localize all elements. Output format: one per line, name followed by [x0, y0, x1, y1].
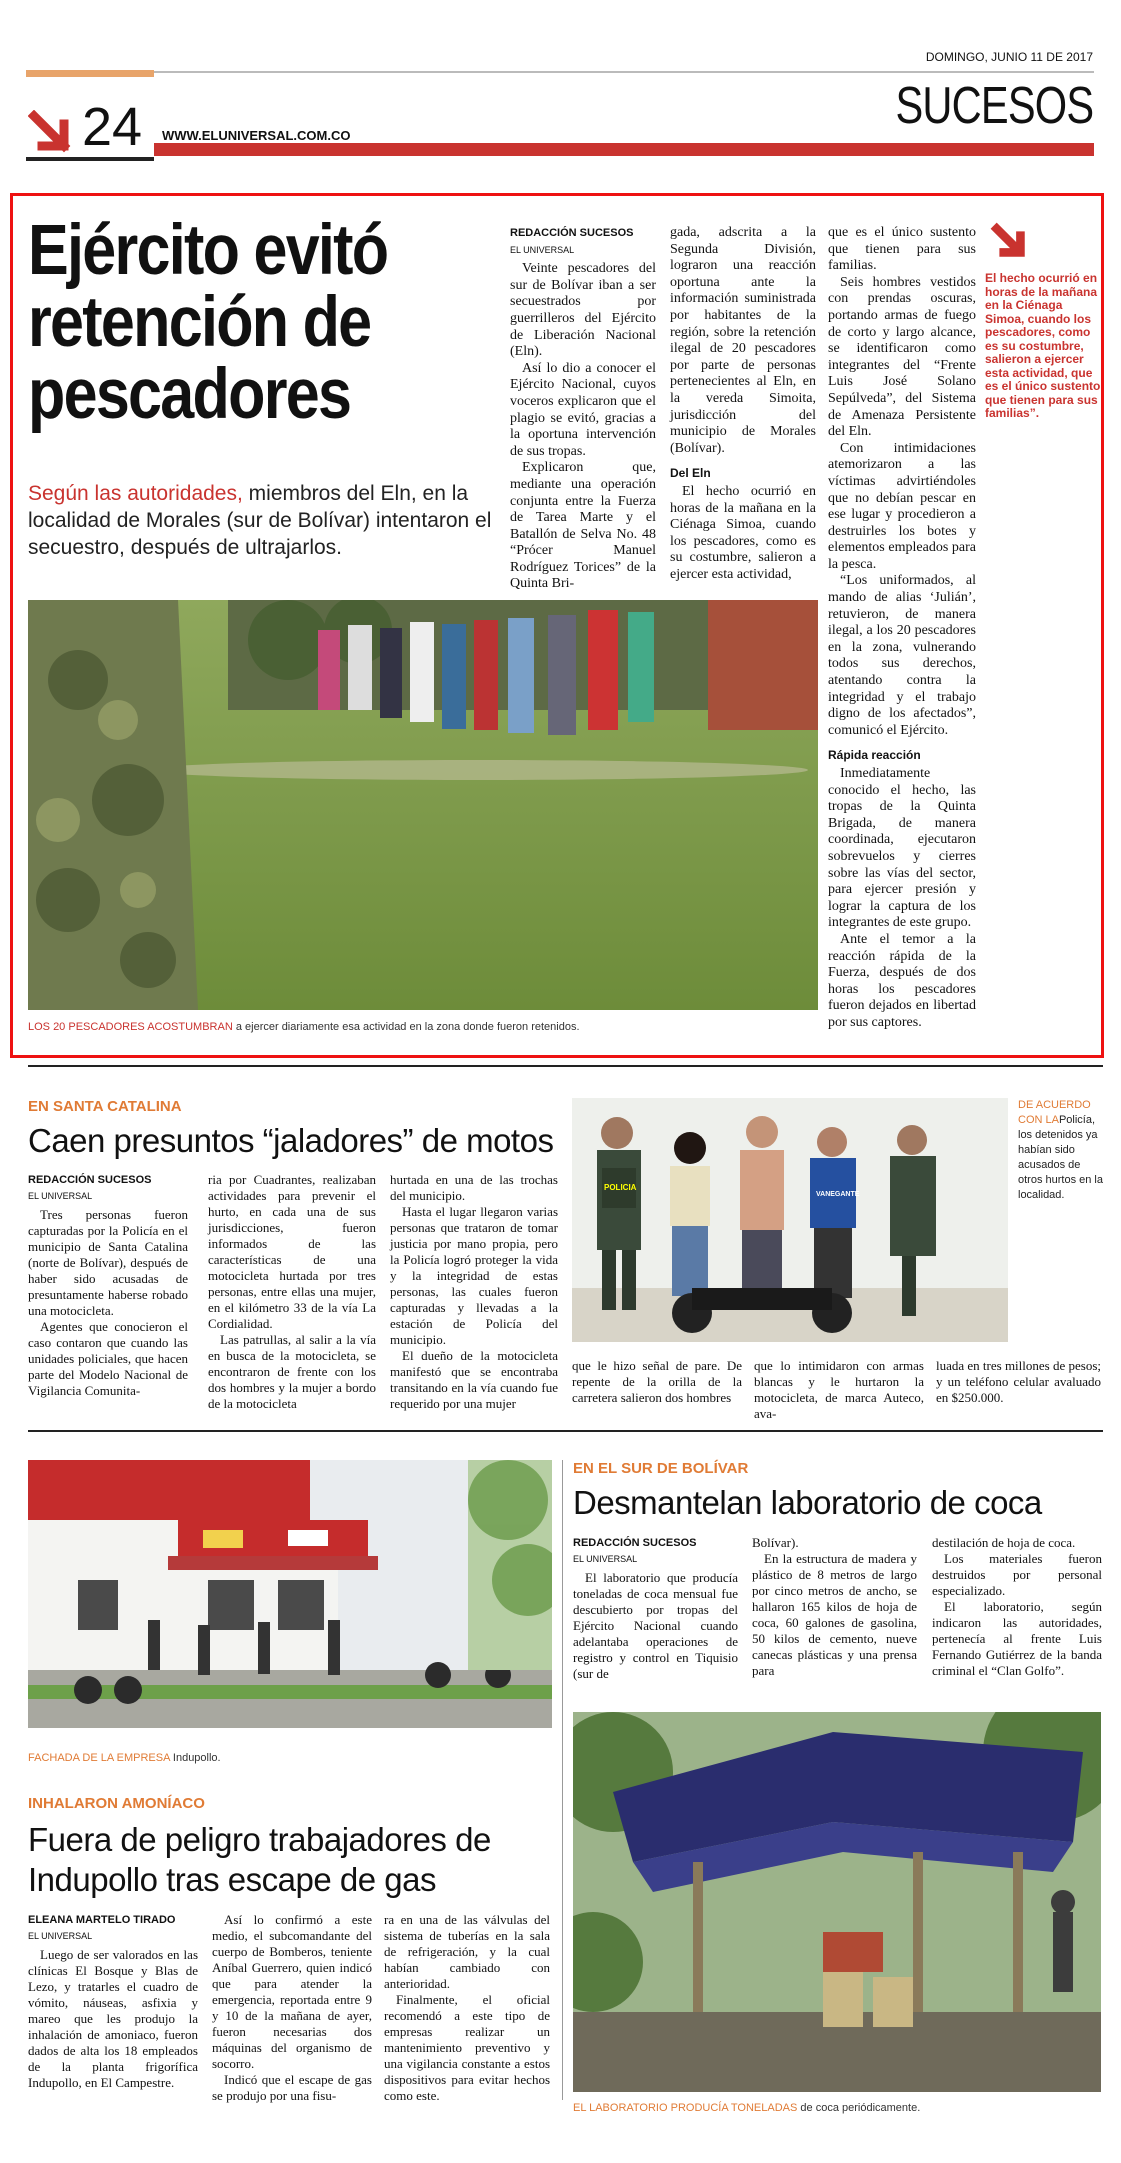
paragraph: Ante el temor a la reacción rápida de la Fuerza, después de dos horas los pescadores fueron dejados en libertad por sus captores. [828, 931, 976, 1030]
paragraph: destilación de hoja de coca. [932, 1535, 1076, 1550]
story3-col-1 [28, 1912, 198, 2091]
paragraph: Seis hombres vestidos con prendas oscuras, portando armas de fuego de corto y largo alcance, se identificaron como integrantes del “Frente Luis José Solano Sepúlveda”, del Sistema de Amenaza Persistente del Eln. [828, 274, 976, 440]
paragraph: Indicó que el escape de gas se produjo por una fisu- [212, 2072, 372, 2103]
byline-outlet: EL UNIVERSAL [510, 244, 575, 255]
detainees-photo [572, 1098, 1008, 1342]
section-divider [28, 1430, 1103, 1432]
detainees-caption [1018, 1098, 1104, 1203]
story4-headline: Desmantelan laboratorio de coca [573, 1484, 1042, 1521]
indupollo-caption [28, 1752, 528, 1764]
paragraph: Inmediatamente conocido el hecho, las tropas de la Quinta Brigada, de manera coordinada, ejecutaron sobrevuelos y cierres sobre las vías del sector, para ejercer presión y lograr la captura de los integrantes de este grupo. [828, 766, 976, 931]
byline-outlet: EL UNIVERSAL [573, 1554, 638, 1564]
story2-col-5: que lo intimidaron con armas blancas y le hurtaron la motocicleta, de marca Auteco, ava- [754, 1358, 924, 1421]
main-col-2 [670, 225, 816, 583]
caption-lead: DE ACUERDO CON LA [1018, 1099, 1091, 1126]
story2-col-6: luada en tres millones de pesos; y un teléfono celular avaluado en $250.000. [936, 1358, 1101, 1405]
arrow-down-icon [986, 218, 1030, 262]
story3-kicker: INHALARON AMONÍACO [28, 1795, 205, 1812]
page-number: 24 [82, 97, 143, 157]
paragraph: Agentes que conocieron el caso contaron que cuando las unidades policiales, que hacen parte del Modelo Nacional de Vigilancia Comunita- [28, 1319, 188, 1398]
main-deck [28, 480, 498, 561]
fishermen-photo [28, 600, 818, 1010]
paragraph: ra en una de las válvulas del sistema de tuberías en la sala de refrigeración, y la cual habían cambiado con anterioridad. [384, 1912, 550, 1991]
paragraph: El laboratorio que producía toneladas de coca mensual fue descubierto por tropas del Ejército Nacional cuando adelantaba operaciones de registro y control en Tiquisio (sur de [573, 1570, 738, 1681]
deck-lead: Según las autoridades, [28, 482, 243, 505]
section-title: SUCESOS [895, 77, 1093, 135]
shirt-label: VANEGANTE [816, 1191, 860, 1198]
story2-kicker: EN SANTA CATALINA [28, 1098, 182, 1115]
paragraph: Las patrullas, al salir a la vía en busca de la motocicleta, se encontraron de frente con los dos hombres y la mujer a bordo de la motocicleta [208, 1332, 376, 1411]
pull-quote: El hecho ocurrió en horas de la mañana en la Ciénaga Simoa, cuando los pescadores, como es su costumbre, salieron a ejercer esta actividad, que es el único sustento que tienen para sus familias”. [985, 271, 1101, 420]
paragraph: Así lo dio a conocer el Ejército Nacional, cuyos voceros explicaron que el plagio se evitó, gracias a la oportuna intervención de sus tropas. [510, 360, 656, 459]
story2-col-2 [208, 1172, 376, 1412]
main-col-3 [828, 225, 976, 1032]
header-black-bar [26, 157, 154, 161]
paragraph: El hecho ocurrió en horas de la mañana en la Ciénaga Simoa, cuando los pescadores, como es su costumbre, salieron a ejercer esta actividad, [670, 483, 816, 582]
paragraph: “Los uniformados, al mando de alias ‘Julián’, retuvieron, de manera ilegal, a los 20 pescadores en la zona, vulnerando todos sus derechos, atentando contra la integridad y el trabajo digno de los afectados”, comunicó el Ejército. [828, 573, 976, 738]
paragraph: gada, adscrita a la Segunda División, lograron una reacción oportuna ante la información suministrada por habitantes de la región, sobre la retención ilegal de 20 pescadores por parte de personas pertenecientes al Eln, en la vereda Simoita, jurisdicción del municipio de Morales (Bolívar). [670, 225, 816, 456]
paragraph: Bolívar). [752, 1535, 799, 1550]
story2-headline: Caen presuntos “jaladores” de motos [28, 1122, 554, 1159]
story4-col-3 [932, 1535, 1102, 1679]
deck-text: miembros del Eln, en la localidad de Morales (sur de Bolívar) intentaron el secuestro, después de ultrajarlos. [28, 482, 492, 559]
caption-lead: EL LABORATORIO PRODUCÍA TONELADAS [573, 2102, 798, 2114]
paragraph: Explicaron que, mediante una operación conjunta entre la Fuerza de Tarea Marte y el Batallón de Selva No. 48 “Prócer Manuel Rodríguez Torices” de la Quinta Bri- [510, 460, 656, 592]
story2-col-4: que le hizo señal de pare. De repente de la orilla de la carretera salieron dos hombres [572, 1358, 742, 1405]
story3-headline: Fuera de peligro trabajadores de Indupollo tras escape de gas [28, 1821, 491, 1898]
subhead: Rápida reacción [828, 748, 921, 763]
byline: REDACCIÓN SUCESOS [573, 1537, 697, 1549]
byline: ELEANA MARTELO TIRADO [28, 1914, 176, 1926]
story3-col-2 [212, 1912, 372, 2104]
paragraph: hurtada en una de las trochas del municipio. [390, 1172, 558, 1203]
fishermen-photo-caption [28, 1021, 818, 1033]
story4-col-1 [573, 1535, 738, 1682]
paragraph: ria por Cuadrantes, realizaban actividades para prevenir el hurto, en cada una de sus jurisdicciones, fueron informados de las características de una motocicleta hurtada por tres personas, entre ellas una mujer, en el kilómetro 33 de la vía La Cordialidad. [208, 1172, 376, 1331]
issue-date: DOMINGO, JUNIO 11 DE 2017 [925, 50, 1093, 64]
caption-text: Indupollo. [169, 1752, 221, 1764]
lab-caption [573, 2102, 1101, 2114]
paragraph: Veinte pescadores del sur de Bolívar iban a ser secuestrados por guerrilleros del Ejército de Liberación Nacional (Eln). [510, 261, 656, 360]
header-rule [154, 71, 1094, 73]
subhead: Del Eln [670, 466, 711, 481]
paragraph: En la estructura de madera y plástico de 8 metros de largo por cinco metros de ancho, se hallaron 165 kilos de hoja de coca, 60 galones de gasolina, 50 kilos de cemento, nueve canecas plásticas y una prensa para [752, 1551, 917, 1678]
police-vest-label: POLICIA [604, 1183, 637, 1192]
byline: REDACCIÓN SUCESOS [28, 1174, 152, 1186]
paragraph: Los materiales fueron destruidos por personal especializado. [932, 1551, 1102, 1598]
story4-kicker: EN EL SUR DE BOLÍVAR [573, 1460, 749, 1477]
caption-text: de coca periódicamente. [797, 2102, 921, 2114]
section-divider [28, 1065, 1103, 1067]
lab-photo [573, 1712, 1101, 2092]
story3-col-3 [384, 1912, 550, 2104]
site-url: WWW.ELUNIVERSAL.COM.CO [162, 128, 351, 143]
header-accent-bar [26, 70, 154, 77]
caption-text: Policía, los detenidos ya habían sido acusados de otros hurtos en la localidad. [1018, 1114, 1103, 1201]
paragraph: El laboratorio, según indicaron las autoridades, pertenecía al frente Luis Fernando Gutiérrez de la banda criminal el “Clan Golfo”. [932, 1599, 1102, 1678]
story2-col-1 [28, 1172, 188, 1399]
byline-outlet: EL UNIVERSAL [28, 1191, 93, 1201]
caption-lead: LOS 20 PESCADORES ACOSTUMBRAN [28, 1021, 233, 1033]
caption-lead: FACHADA DE LA EMPRESA [28, 1752, 170, 1764]
header-red-bar [154, 143, 1094, 156]
paragraph: Hasta el lugar llegaron varias personas que trataron de tomar justicia por mano propia, pero la Policía logró proteger la vida y la integridad de estas personas, las cuales fueron capturadas y llevadas a la estación de Policía del municipio. [390, 1204, 558, 1347]
column-rule [562, 1460, 563, 2100]
story2-col-3 [390, 1172, 558, 1412]
arrow-icon [28, 110, 74, 156]
main-headline: Ejército evitó retención de pescadores [28, 211, 388, 434]
paragraph: El dueño de la motocicleta manifestó que se encontraba transitando en la vía cuando fue requerido por una mujer [390, 1348, 558, 1411]
paragraph: que es el único sustento que tienen para sus familias. [828, 225, 976, 274]
indupollo-photo [28, 1460, 552, 1728]
main-col-1 [510, 225, 656, 593]
story4-col-2 [752, 1535, 917, 1679]
paragraph: Finalmente, el oficial recomendó a este tipo de empresas realizar un mantenimiento preventivo y una vigilancia constante a estos dispositivos para evitar hechos como este. [384, 1992, 550, 2103]
caption-text: a ejercer diariamente esa actividad en la zona donde fueron retenidos. [232, 1021, 580, 1033]
paragraph: Tres personas fueron capturadas por la Policía en el municipio de Santa Catalina (norte de Bolívar), después de haber sido acusadas de presuntamente haberse robado una motocicleta. [28, 1207, 188, 1318]
byline: REDACCIÓN SUCESOS [510, 227, 634, 239]
paragraph: Con intimidaciones atemorizaron a las víctimas advirtiéndoles que no debían pescar en ese lugar y procedieron a destruirles los botes y elementos empleados para la pesca. [828, 440, 976, 572]
paragraph: Luego de ser valorados en las clínicas El Bosque y Blas de Lezo, y tratarles el cuadro de vómito, náuseas, asfixia y mareo que les produjo la inhalación de amoniaco, fueron dados de alta los 18 empleados de la planta frigorífica Indupollo, en El Campestre. [28, 1947, 198, 2090]
paragraph: Así lo confirmó a este medio, el subcomandante del cuerpo de Bomberos, teniente Aníbal Guerrero, quien indicó que para atender la emergencia, reportada entre 9 y 10 de la mañana de ayer, fueron necesarias dos máquinas del organismo de socorro. [212, 1912, 372, 2071]
byline-outlet: EL UNIVERSAL [28, 1931, 93, 1941]
